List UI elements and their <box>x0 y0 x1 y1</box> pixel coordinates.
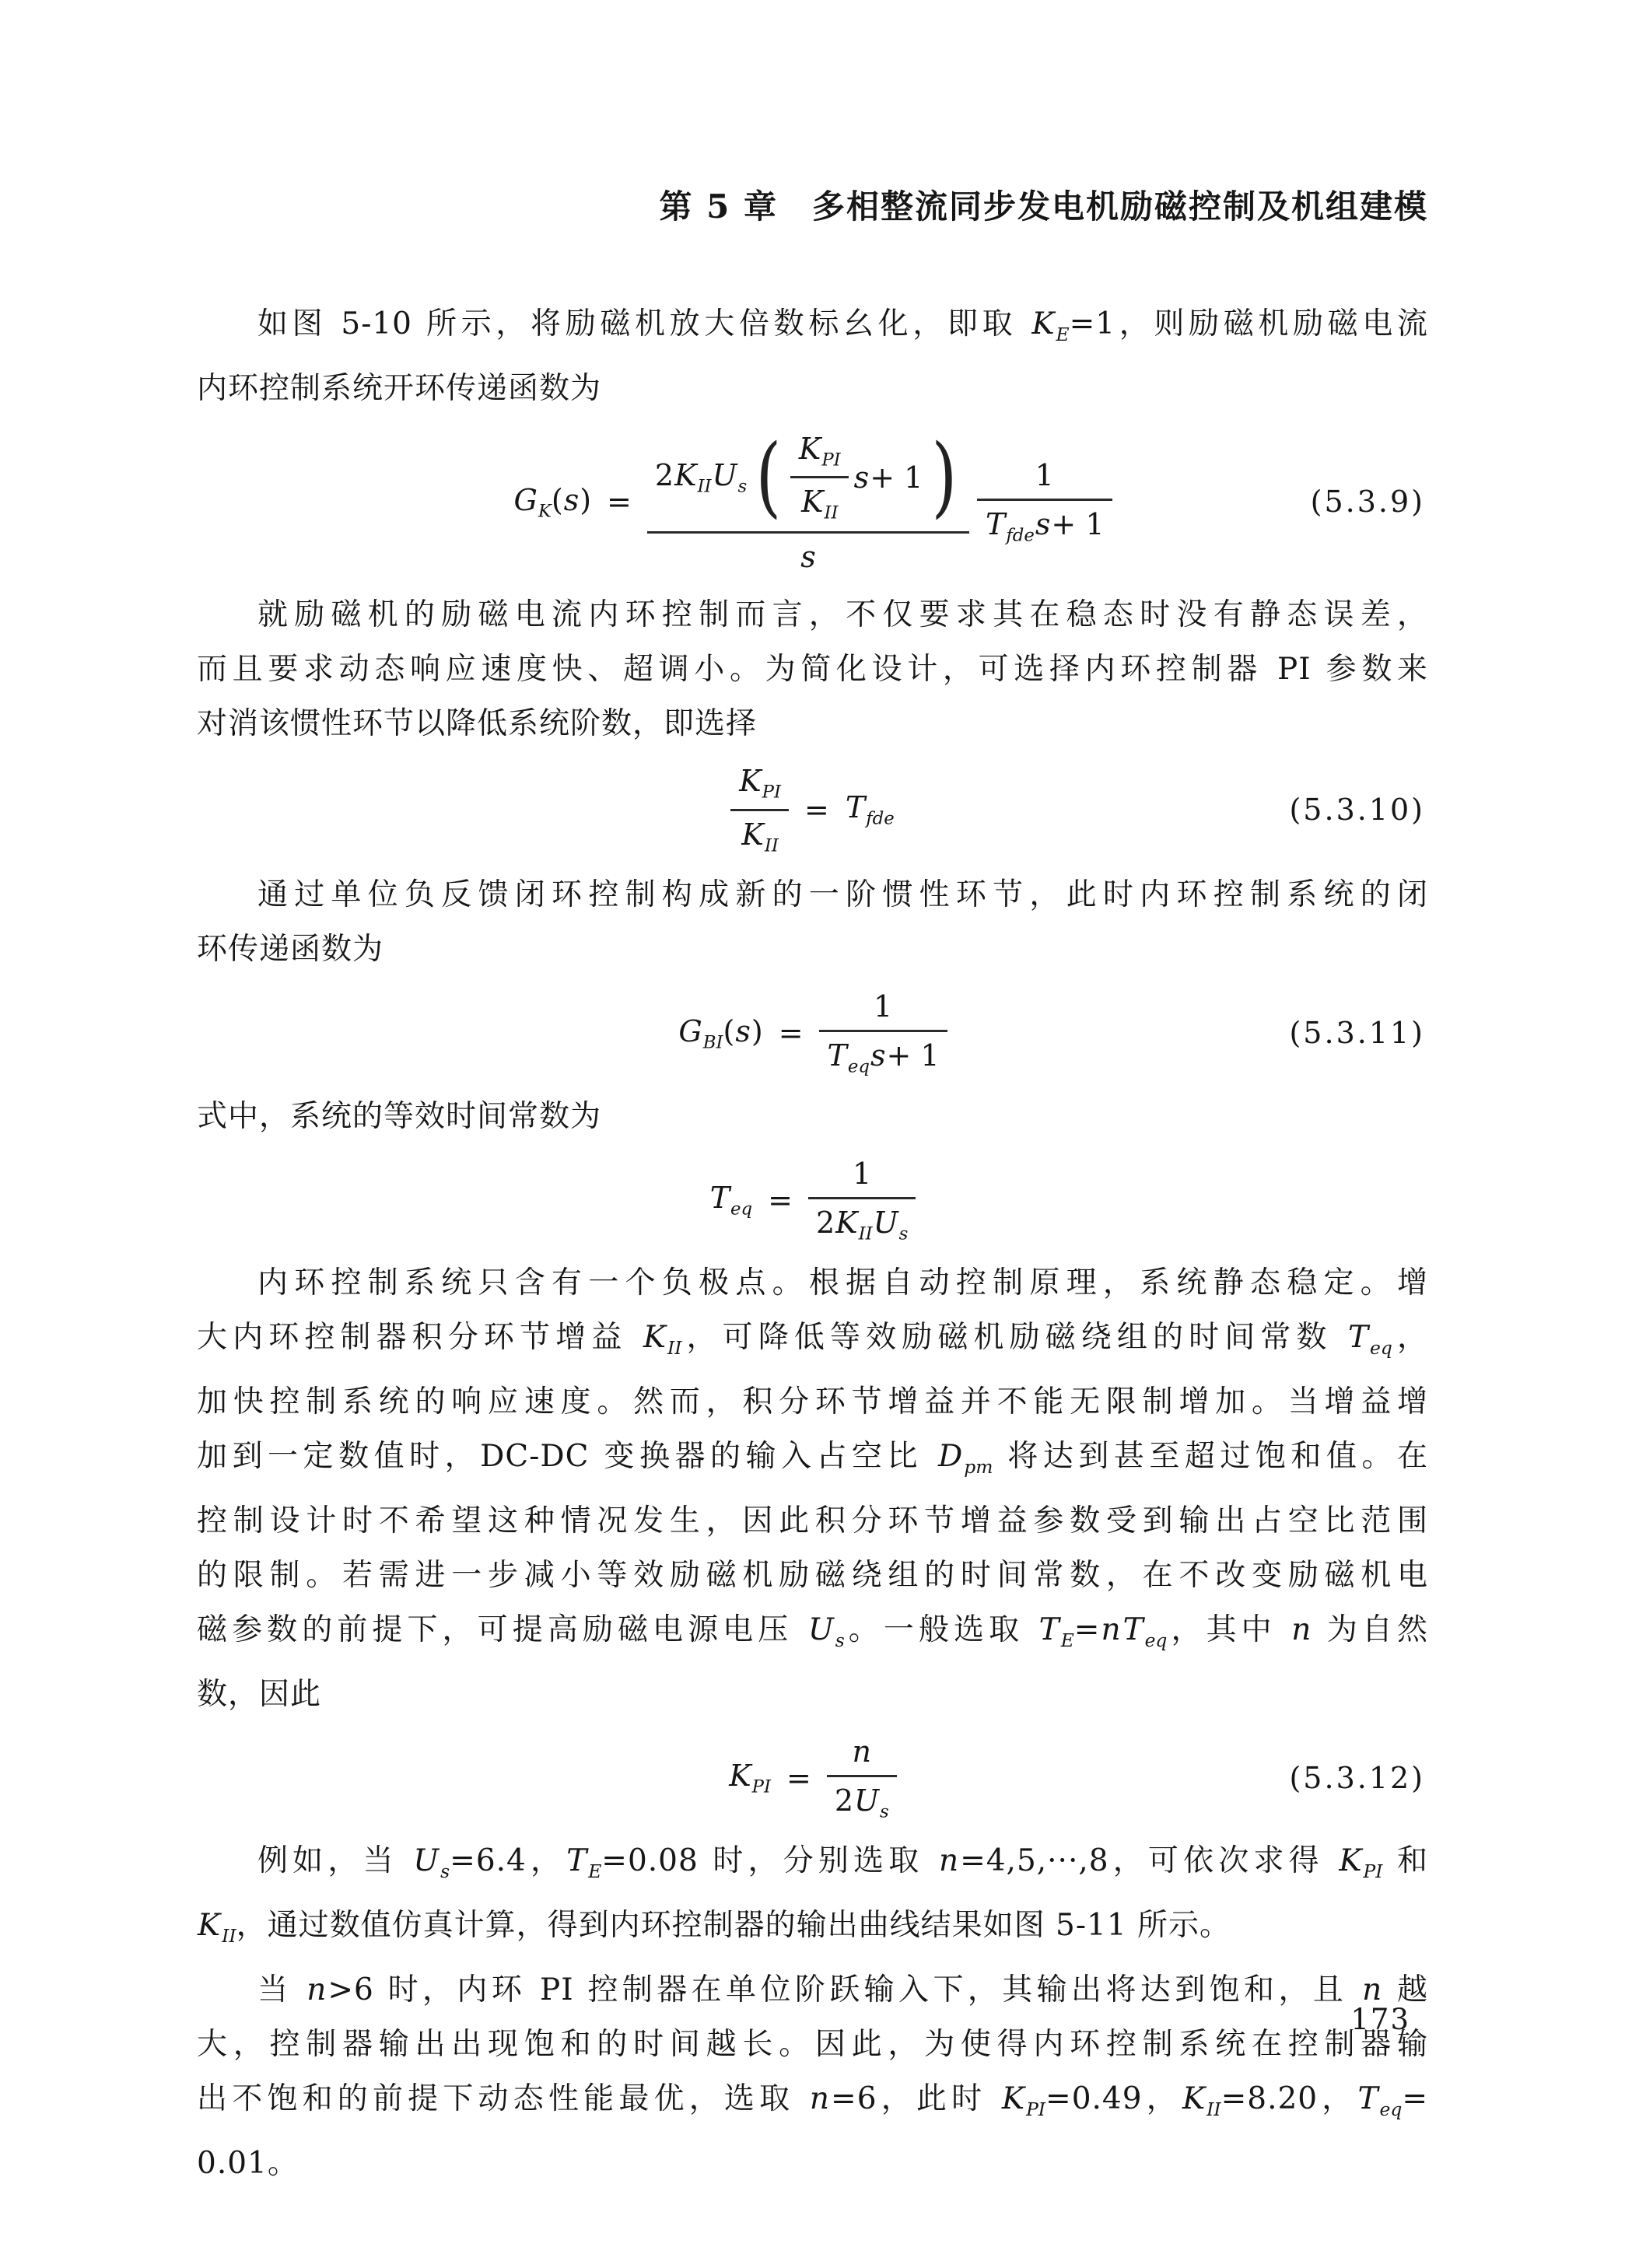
math-var: K <box>198 1908 222 1944</box>
math-var: U <box>712 458 737 493</box>
fraction <box>827 1733 897 1824</box>
math-subscript: fde <box>1006 525 1035 546</box>
math-subscript: PI <box>1363 1860 1383 1883</box>
text-run: = <box>1402 2081 1429 2116</box>
math-subscript: eq <box>1144 1629 1168 1651</box>
math-subscript: eq <box>730 1199 753 1220</box>
text-line <box>197 297 1428 362</box>
text-run: 式中，系统的等效时间常数为 <box>197 1098 602 1134</box>
paren: ) <box>580 482 592 517</box>
math-var: T <box>1038 1612 1060 1647</box>
text-run: =8.20， <box>1221 2081 1357 2116</box>
text-run: 大，控制器输出出现饱和的时间越长。因此，为使得内环控制系统在控制器输 <box>197 2026 1428 2062</box>
text-line <box>197 1494 1428 1549</box>
text-run: 控制设计时不希望这种情况发生，因此积分环节增益参数受到输出占空比范围 <box>197 1503 1428 1538</box>
text-run: =0.49， <box>1045 2081 1182 2116</box>
math-var: s <box>1035 507 1051 542</box>
text-run: =1，则励磁机励磁电流 <box>1069 306 1428 341</box>
text-run: 通过单位负反馈闭环控制构成新的一阶惯性环节，此时内环控制系统的闭 <box>257 877 1428 913</box>
text-line <box>197 697 1428 751</box>
text-run: 内环控制系统只含有一个负极点。根据自动控制原理，系统静态稳定。增 <box>257 1265 1428 1301</box>
math-subscript: II <box>697 476 712 497</box>
math-subscript: s <box>835 1629 845 1651</box>
text-run: 将达到甚至超过饱和值。在 <box>993 1439 1428 1475</box>
math-subscript: eq <box>1370 1337 1392 1360</box>
equation-where-clause <box>197 1090 1428 1144</box>
math-var: T <box>1122 1612 1144 1647</box>
equation-teq <box>197 1144 1428 1257</box>
math-var: K <box>801 485 824 520</box>
math-var: s <box>870 1038 886 1073</box>
paragraph-2 <box>197 588 1428 751</box>
math-var: n <box>306 1972 327 2007</box>
coefficient: 2 <box>654 458 674 493</box>
math-subscript: II <box>1206 2098 1221 2120</box>
text-run: 的限制。若需进一步减小等效励磁机励磁绕组的时间常数，在不改变励磁机电 <box>197 1557 1428 1593</box>
numerator-one: 1 <box>1035 458 1054 493</box>
math-var: K <box>741 817 764 852</box>
text-line <box>197 1668 1428 1722</box>
equation-5-3-12 <box>197 1722 1428 1835</box>
equals-sign: = <box>804 793 829 828</box>
math-var: T <box>986 507 1006 542</box>
math-subscript: PI <box>1026 2098 1046 2120</box>
math-var: T <box>845 790 866 825</box>
math-var: K <box>739 763 762 798</box>
close-paren: ) <box>931 425 958 527</box>
math-var: s <box>853 460 870 495</box>
math-var: n <box>938 1843 960 1879</box>
equation-body <box>728 1733 897 1824</box>
text-run: 环传递函数为 <box>197 932 384 968</box>
math-subscript: s <box>880 1801 889 1822</box>
math-subscript: E <box>588 1860 602 1883</box>
equation-body <box>709 1155 916 1246</box>
math-var: K <box>1339 1843 1363 1879</box>
paren: ( <box>551 482 563 517</box>
text-line <box>197 922 1428 977</box>
math-var: n <box>1101 1612 1122 1647</box>
text-line <box>197 1256 1428 1311</box>
paragraph-1 <box>197 297 1428 416</box>
math-var: T <box>1357 2081 1379 2116</box>
text-line <box>197 1603 1428 1668</box>
math-subscript: II <box>764 835 779 856</box>
text-run: 例如，当 <box>257 1843 413 1879</box>
text-line <box>197 1963 1428 2018</box>
math-var: K <box>1001 2081 1026 2116</box>
math-var: T <box>566 1843 588 1879</box>
text-run: 对消该惯性环节以降低系统阶数，即选择 <box>197 705 758 741</box>
math-subscript: II <box>824 502 839 523</box>
plus-one: + 1 <box>1051 507 1105 542</box>
text-run: =0.08 时，分别选取 <box>601 1843 938 1879</box>
math-var: G <box>513 482 538 517</box>
text-line <box>197 2072 1428 2137</box>
equation-body <box>513 425 1112 576</box>
fraction <box>647 425 969 576</box>
text-run: 和 <box>1382 1843 1429 1879</box>
math-subscript: s <box>737 476 748 497</box>
text-run: =6.4， <box>450 1843 566 1879</box>
equation-number: (5.3.10) <box>1289 793 1425 828</box>
math-subscript: fde <box>866 808 895 829</box>
math-subscript: E <box>1060 1629 1074 1651</box>
text-line <box>197 868 1428 922</box>
math-var: K <box>643 1320 667 1356</box>
fraction <box>977 457 1112 548</box>
math-subscript: II <box>667 1337 682 1360</box>
text-run: 磁参数的前提下，可提高励磁电源电压 <box>197 1612 807 1647</box>
text-run: ，通过数值仿真计算，得到内环控制器的输出曲线结果如图 5-11 所示。 <box>236 1908 1231 1944</box>
numerator-one: 1 <box>873 989 893 1024</box>
math-var: K <box>1182 2081 1206 2116</box>
text-run: =4,5,···,8，可依次求得 <box>960 1843 1339 1879</box>
equation-5-3-9 <box>197 416 1428 588</box>
fraction <box>819 988 947 1079</box>
plus-one: + 1 <box>886 1038 940 1073</box>
text-line <box>197 1549 1428 1603</box>
math-var: T <box>709 1181 730 1216</box>
text-run: 出不饱和的前提下动态性能最优，选取 <box>197 2081 809 2116</box>
math-var: U <box>873 1205 898 1240</box>
text-run: 越 <box>1383 1972 1428 2007</box>
chapter-title: 第 5 章 多相整流同步发电机励磁控制及机组建模 <box>659 187 1428 226</box>
running-header <box>197 187 1428 227</box>
math-subscript: s <box>898 1223 909 1244</box>
equation-number: (5.3.12) <box>1289 1761 1425 1796</box>
paragraph-3 <box>197 868 1428 977</box>
text-run: =6，此时 <box>831 2081 1001 2116</box>
math-subscript: II <box>858 1223 873 1244</box>
text-run: 就励磁机的励磁电流内环控制而言，不仅要求其在稳态时没有静态误差， <box>257 597 1428 632</box>
math-var: s <box>800 539 816 574</box>
text-line <box>197 588 1428 642</box>
math-var: U <box>413 1843 440 1879</box>
text-run: ， <box>1392 1320 1428 1356</box>
text-run: 内环控制系统开环传递函数为 <box>197 370 602 406</box>
math-subscript: BI <box>702 1032 723 1053</box>
text-line <box>197 1899 1428 1963</box>
paren: ( <box>723 1013 735 1048</box>
text-line <box>197 642 1428 697</box>
text-run: 加快控制系统的响应速度。然而，积分环节增益并不能无限制增加。当增益增 <box>197 1384 1428 1420</box>
plus-one: + 1 <box>870 460 923 495</box>
math-subscript: eq <box>1379 2098 1403 2120</box>
text-run: 而且要求动态响应速度快、超调小。为简化设计，可选择内环控制器 PI 参数来 <box>197 651 1428 687</box>
coefficient: 2 <box>834 1783 854 1818</box>
equation-number: (5.3.11) <box>1289 1016 1425 1051</box>
text-line <box>197 2018 1428 2072</box>
equation-body <box>730 762 894 857</box>
math-var: n <box>809 2081 831 2116</box>
math-var: s <box>735 1013 751 1048</box>
equation-number: (5.3.9) <box>1310 485 1425 520</box>
paragraph-4 <box>197 1256 1428 1721</box>
text-run: 加到一定数值时，DC-DC 变换器的输入占空比 <box>197 1439 937 1475</box>
math-subscript: E <box>1056 323 1070 345</box>
text-run: 0.01。 <box>197 2145 299 2181</box>
text-run: 如图 5-10 所示，将励磁机放大倍数标幺化，即取 <box>257 306 1031 341</box>
math-var: T <box>1348 1320 1370 1356</box>
paragraph-6 <box>197 1963 1428 2191</box>
equation-5-3-11 <box>197 977 1428 1090</box>
fraction <box>730 762 789 857</box>
math-var: U <box>807 1612 835 1647</box>
math-var: K <box>798 431 821 466</box>
text-run: 大内环控制器积分环节增益 <box>197 1320 643 1356</box>
text-run: 。一般选取 <box>844 1612 1038 1647</box>
math-subscript: pm <box>964 1455 993 1478</box>
text-run: 数，因此 <box>197 1676 322 1712</box>
math-subscript: PI <box>762 782 781 803</box>
text-run: >6 时，内环 PI 控制器在单位阶跃输入下，其输出将达到饱和，且 <box>327 1972 1362 2007</box>
text-run: 为自然 <box>1312 1612 1428 1647</box>
equals-sign: = <box>768 1183 793 1218</box>
paragraph-5 <box>197 1834 1428 1963</box>
math-var: D <box>937 1439 964 1475</box>
equals-sign: = <box>778 1016 804 1051</box>
math-var: U <box>854 1783 880 1818</box>
text-run: ，其中 <box>1167 1612 1291 1647</box>
text-run: = <box>1073 1612 1101 1647</box>
fraction <box>808 1155 916 1246</box>
math-subscript: K <box>538 501 552 522</box>
text-line <box>197 1430 1428 1494</box>
math-subscript: eq <box>847 1056 870 1077</box>
equals-sign: = <box>786 1761 811 1796</box>
equation-body <box>678 988 947 1079</box>
text-line <box>197 362 1428 416</box>
math-var: G <box>678 1013 702 1048</box>
math-var: T <box>827 1038 847 1073</box>
math-subscript: II <box>222 1924 236 1947</box>
page-number: 173 <box>1350 2003 1410 2036</box>
math-var: s <box>563 482 580 517</box>
text-line <box>197 1834 1428 1899</box>
open-paren: ( <box>755 425 782 527</box>
text-line <box>197 1375 1428 1430</box>
equals-sign: = <box>607 485 632 520</box>
text-line <box>197 2137 1428 2191</box>
math-subscript: s <box>440 1860 450 1883</box>
math-var: n <box>852 1734 872 1769</box>
text-run: 当 <box>257 1972 306 2007</box>
math-var: K <box>674 458 697 493</box>
text-line <box>197 1311 1428 1375</box>
text-run: ，可降低等效励磁机励磁绕组的时间常数 <box>681 1320 1348 1356</box>
numerator-one: 1 <box>853 1156 872 1191</box>
coefficient: 2 <box>815 1205 835 1240</box>
math-var: n <box>1291 1612 1312 1647</box>
math-var: K <box>835 1205 858 1240</box>
math-subscript: PI <box>751 1776 771 1797</box>
equation-5-3-10 <box>197 751 1428 868</box>
paren: ) <box>751 1013 763 1048</box>
fraction <box>790 430 849 525</box>
math-var: K <box>1031 306 1056 341</box>
math-subscript: PI <box>821 450 841 471</box>
math-var: n <box>1362 1972 1383 2007</box>
book-page <box>197 0 1428 2191</box>
math-var: K <box>729 1759 751 1794</box>
